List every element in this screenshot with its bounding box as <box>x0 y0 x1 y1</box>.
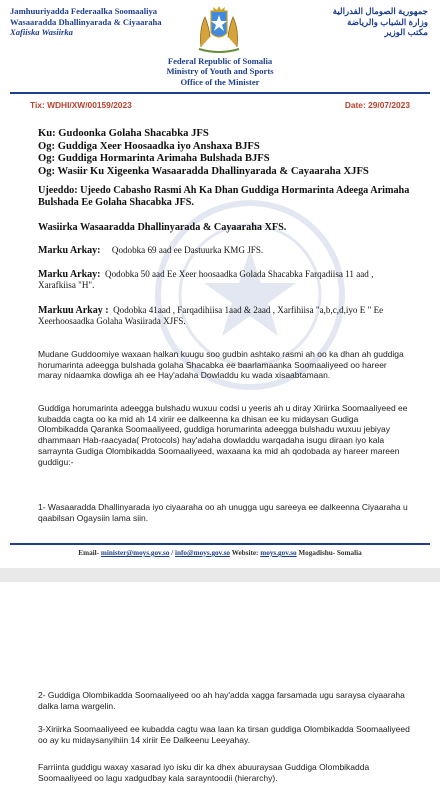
header-right-line1: جمهورية الصومال الفدرالية <box>332 6 428 16</box>
body-paragraph: Farriinta guddigu waxay xasarad iyo isku dir ka dhex abuuraysaa Guddiga Olombikadda Soomaaliyeed oo lagu xadgudbay kala sarayntoodii (hierarchy). <box>38 762 370 783</box>
header-right-line3: مكتب الوزير <box>384 27 428 38</box>
header-left-line1: Jamhuuriyadda Federaalka Soomaaliya <box>10 6 158 16</box>
subject-line: Ujeeddo: Ujeedo Cabasho Rasmi Ah Ka Dhan Guddiga Hormarinta Adeega Arimaha Bulshada Ee Golaha Shacabka JFS. <box>38 185 410 209</box>
body-paragraph: 2- Guddiga Olombikadda Soomaaliyeed oo ah hay'adda xagga farsamada ugu saraysa ciyaaraha dalka lama wargelin. <box>38 690 405 711</box>
footer-email-info[interactable]: info@moys.gov.so <box>175 549 231 557</box>
arkay-text: Qodobka 50 aad Ee Xeer hoosaadka Golada Shacabka Farqadiisa 11 aad , Xarafkiisa "H". <box>38 269 374 290</box>
body-paragraph: Mudane Guddoomiye waxaan halkan kuugu soo gudbin ashtako rasmi ah oo ka dhan ah guddiga horumarinta adeegga bulshada golaha Shacabka ee baarlamaanka Soomaaliyeed oo hareer maray nidaamka dowliga ah ee Hay'adaha Dowladdu ku wada xisaabtamaan. <box>38 349 404 381</box>
arkay-label: Markuu Arkay : <box>38 305 109 316</box>
footer-email-label: Email- <box>78 549 100 557</box>
recipients-block <box>38 128 369 178</box>
letter-date: Date: 29/07/2023 <box>344 100 410 110</box>
body-paragraph: 3-Xiriirka Soomaaliyeed ee kubadda cagtu waa laan ka tirsan guddiga Olombikadda Soomaaliyeed oo ay ku midaysanyihiin 14 xiriir Ee Dalkeenu Leeyahay. <box>38 724 410 745</box>
letter-page-2 <box>0 582 440 800</box>
sender-line: Wasiirka Wasaaradda Dhallinyarada & Cayaaraha XFS. <box>38 222 287 233</box>
arkay-text: Qodobka 41aad , Farqadihiisa 1aad & 2aad , Xarfihiisa "a,b,c,d,iyo E " Ee Xeerhoosaadka Golaha Wasiirada XJFS. <box>38 305 384 326</box>
footer-contact <box>0 549 440 557</box>
footer-divider <box>10 543 430 545</box>
header-right-line2: وزارة الشباب والرياضة <box>347 16 428 27</box>
reference-number: Tix: WDHI/XW/00159/2023 <box>30 100 132 110</box>
header-divider <box>10 92 430 94</box>
arkay-label: Marku Arkay: <box>38 245 101 256</box>
arkay-text: Qodobka 69 aad ee Dastuurka KMG JFS. <box>111 245 264 255</box>
header-center-line3: Office of the Minister <box>180 76 260 87</box>
arkay-item <box>38 305 410 327</box>
somalia-coat-of-arms-icon <box>191 3 247 55</box>
footer-city: Mogadishu- Somalia <box>296 549 362 557</box>
recipient-line: Og: Wasiir Ku Xigeenka Wasaaradda Dhallinyarada & Cayaaraha XJFS <box>38 165 369 177</box>
body-paragraph: 1- Wasaaradda Dhallinyarada iyo ciyaaraha oo ah unugga ugu sareeya ee dalkeenna Ciyaaraha u qaabilsan Ogaysiin lama siin. <box>38 502 408 523</box>
footer-website-label: Website: <box>230 549 261 557</box>
header-english-block <box>100 56 340 87</box>
arkay-item <box>38 269 410 291</box>
footer-website-link[interactable]: moys.gov.so <box>260 549 297 557</box>
arkay-label: Marku Arkay: <box>38 269 101 280</box>
reference-line <box>30 100 410 110</box>
footer-email-minister[interactable]: minister@moys.gov.so <box>100 549 170 557</box>
body-paragraph: Guddiga horumarinta adeegga bulshadu wuxuu codsi u yeeris ah u diray Xiriirka Soomaaliyeed ee kubadda cagta oo ka mid ah 14 xiriir ee dalkeenna ka dhisan ee ku midaysan Gudiga Olombikadda Qaranka Soomaaliyeed, guddiga horumarinta adeegga bulshadu wuxuu jebiyay dhammaan Hab-raacyada( Protocols) hay'adaha dowladdu warqadaha isugu diraan iyo kala sarraynta Gudiga Olombikadda Soomaaliyeed, waxaana ka mid ah qodobada ay hareer mareen guddigu:- <box>38 403 408 467</box>
recipient-line: Og: Guddiga Xeer Hoosaadka iyo Anshaxa BJFS <box>38 140 260 152</box>
header-center-line2: Ministry of Youth and Sports <box>166 66 274 77</box>
page-gap <box>0 568 440 582</box>
footer-separator: / <box>169 549 176 557</box>
header-center-line1: Federal Republic of Somalia <box>167 56 273 66</box>
header-left-line3: Xafiiska Wasiirka <box>10 27 73 38</box>
arkay-item <box>38 245 410 256</box>
recipient-line: Og: Guddiga Hormarinta Arimaha Bulshada BJFS <box>38 153 270 164</box>
header-left-line2: Wasaaradda Dhallinyarada & Ciyaaraha <box>10 16 162 27</box>
header-arabic-block <box>278 6 428 38</box>
recipient-line: Ku: Gudoonka Golaha Shacabka JFS <box>38 128 209 139</box>
header-somali-block <box>10 6 185 38</box>
